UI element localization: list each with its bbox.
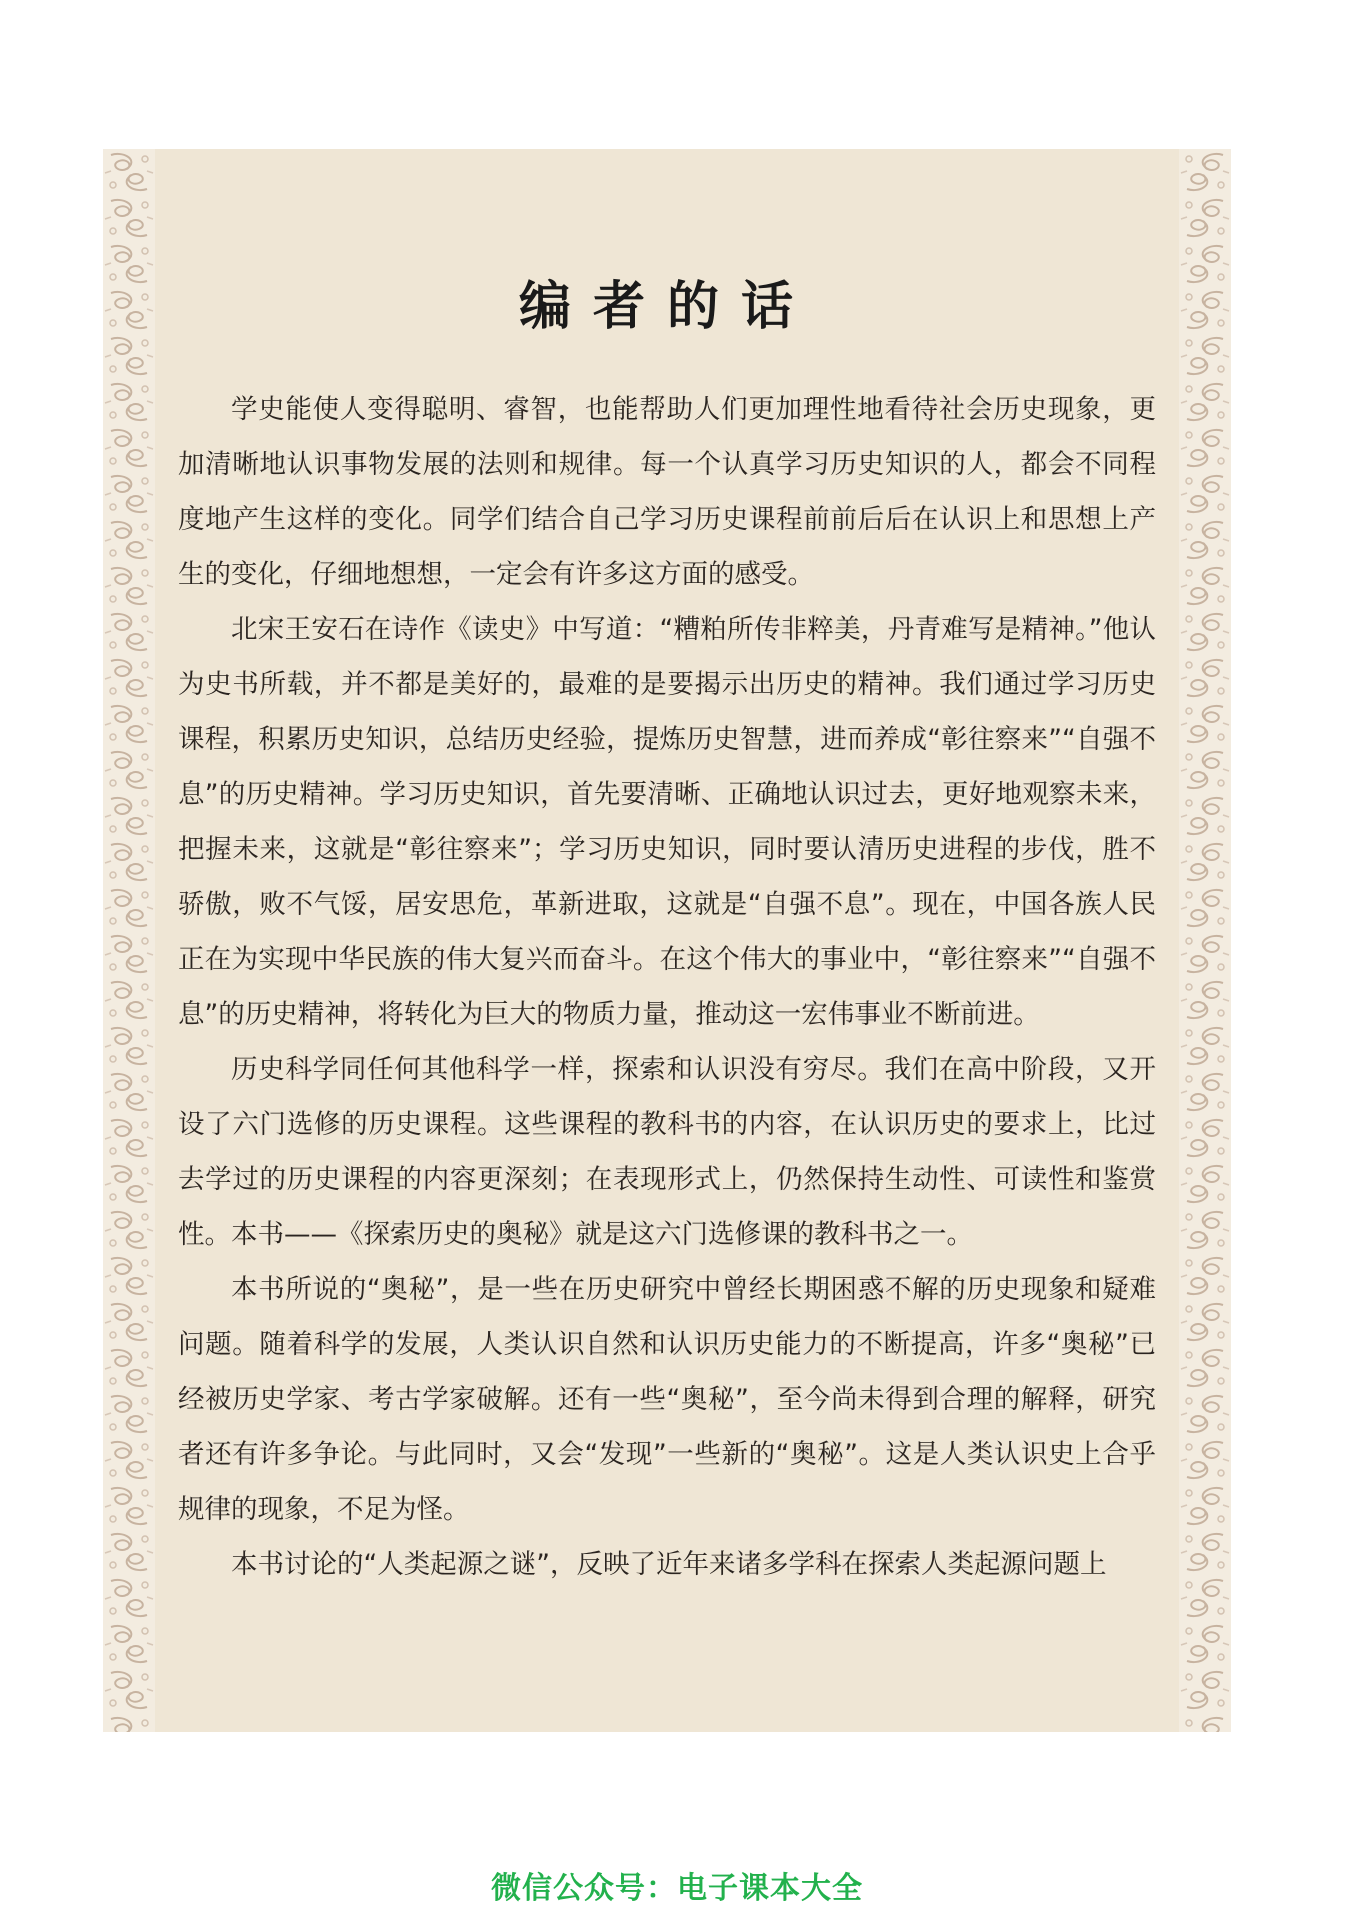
scroll-ornament-icon xyxy=(1179,149,1231,1732)
paragraph-1: 学史能使人变得聪明、睿智，也能帮助人们更加理性地看待社会历史现象，更加清晰地认识事物发展的法则和规律。每一个认真学习历史知识的人，都会不同程度地产生这样的变化。同学们结合自己学习历史课程前前后后在认识上和思想上产生的变化，仔细地想想，一定会有许多这方面的感受。 xyxy=(178,394,1156,590)
footer-watermark: 微信公众号：电子课本大全 xyxy=(491,1871,863,1906)
scroll-ornament-icon xyxy=(103,149,155,1732)
body-text xyxy=(178,382,1156,1592)
page-title: 编者的话 xyxy=(518,276,815,337)
paragraph-5: 本书讨论的“人类起源之谜”，反映了近年来诸多学科在探索人类起源问题上 xyxy=(231,1549,1107,1580)
right-ornamental-border xyxy=(1179,149,1231,1732)
paragraph-3: 历史科学同任何其他科学一样，探索和认识没有穷尽。我们在高中阶段，又开设了六门选修的历史课程。这些课程的教科书的内容，在认识历史的要求上，比过去学过的历史课程的内容更深刻；在表现形式上，仍然保持生动性、可读性和鉴赏性。本书——《探索历史的奥秘》就是这六门选修课的教科书之一。 xyxy=(178,1054,1156,1250)
page-panel xyxy=(103,149,1231,1732)
paragraph-2: 北宋王安石在诗作《读史》中写道：“糟粕所传非粹美，丹青难写是精神。”他认为史书所载，并不都是美好的，最难的是要揭示出历史的精神。我们通过学习历史课程，积累历史知识，总结历史经验，提炼历史智慧，进而养成“彰往察来”“自强不息”的历史精神。学习历史知识，首先要清晰、正确地认识过去，更好地观察未来，把握未来，这就是“彰往察来”；学习历史知识，同时要认清历史进程的步伐，胜不骄傲，败不气馁，居安思危，革新进取，这就是“自强不息”。现在，中国各族人民正在为实现中华民族的伟大复兴而奋斗。在这个伟大的事业中，“彰往察来”“自强不息”的历史精神，将转化为巨大的物质力量，推动这一宏伟事业不断前进。 xyxy=(178,614,1156,1030)
content-area xyxy=(178,149,1156,1732)
left-ornamental-border xyxy=(103,149,155,1732)
paragraph-4: 本书所说的“奥秘”，是一些在历史研究中曾经长期困惑不解的历史现象和疑难问题。随着科学的发展，人类认识自然和认识历史能力的不断提高，许多“奥秘”已经被历史学家、考古学家破解。还有一些“奥秘”，至今尚未得到合理的解释，研究者还有许多争论。与此同时，又会“发现”一些新的“奥秘”。这是人类认识史上合乎规律的现象，不足为怪。 xyxy=(178,1274,1156,1525)
